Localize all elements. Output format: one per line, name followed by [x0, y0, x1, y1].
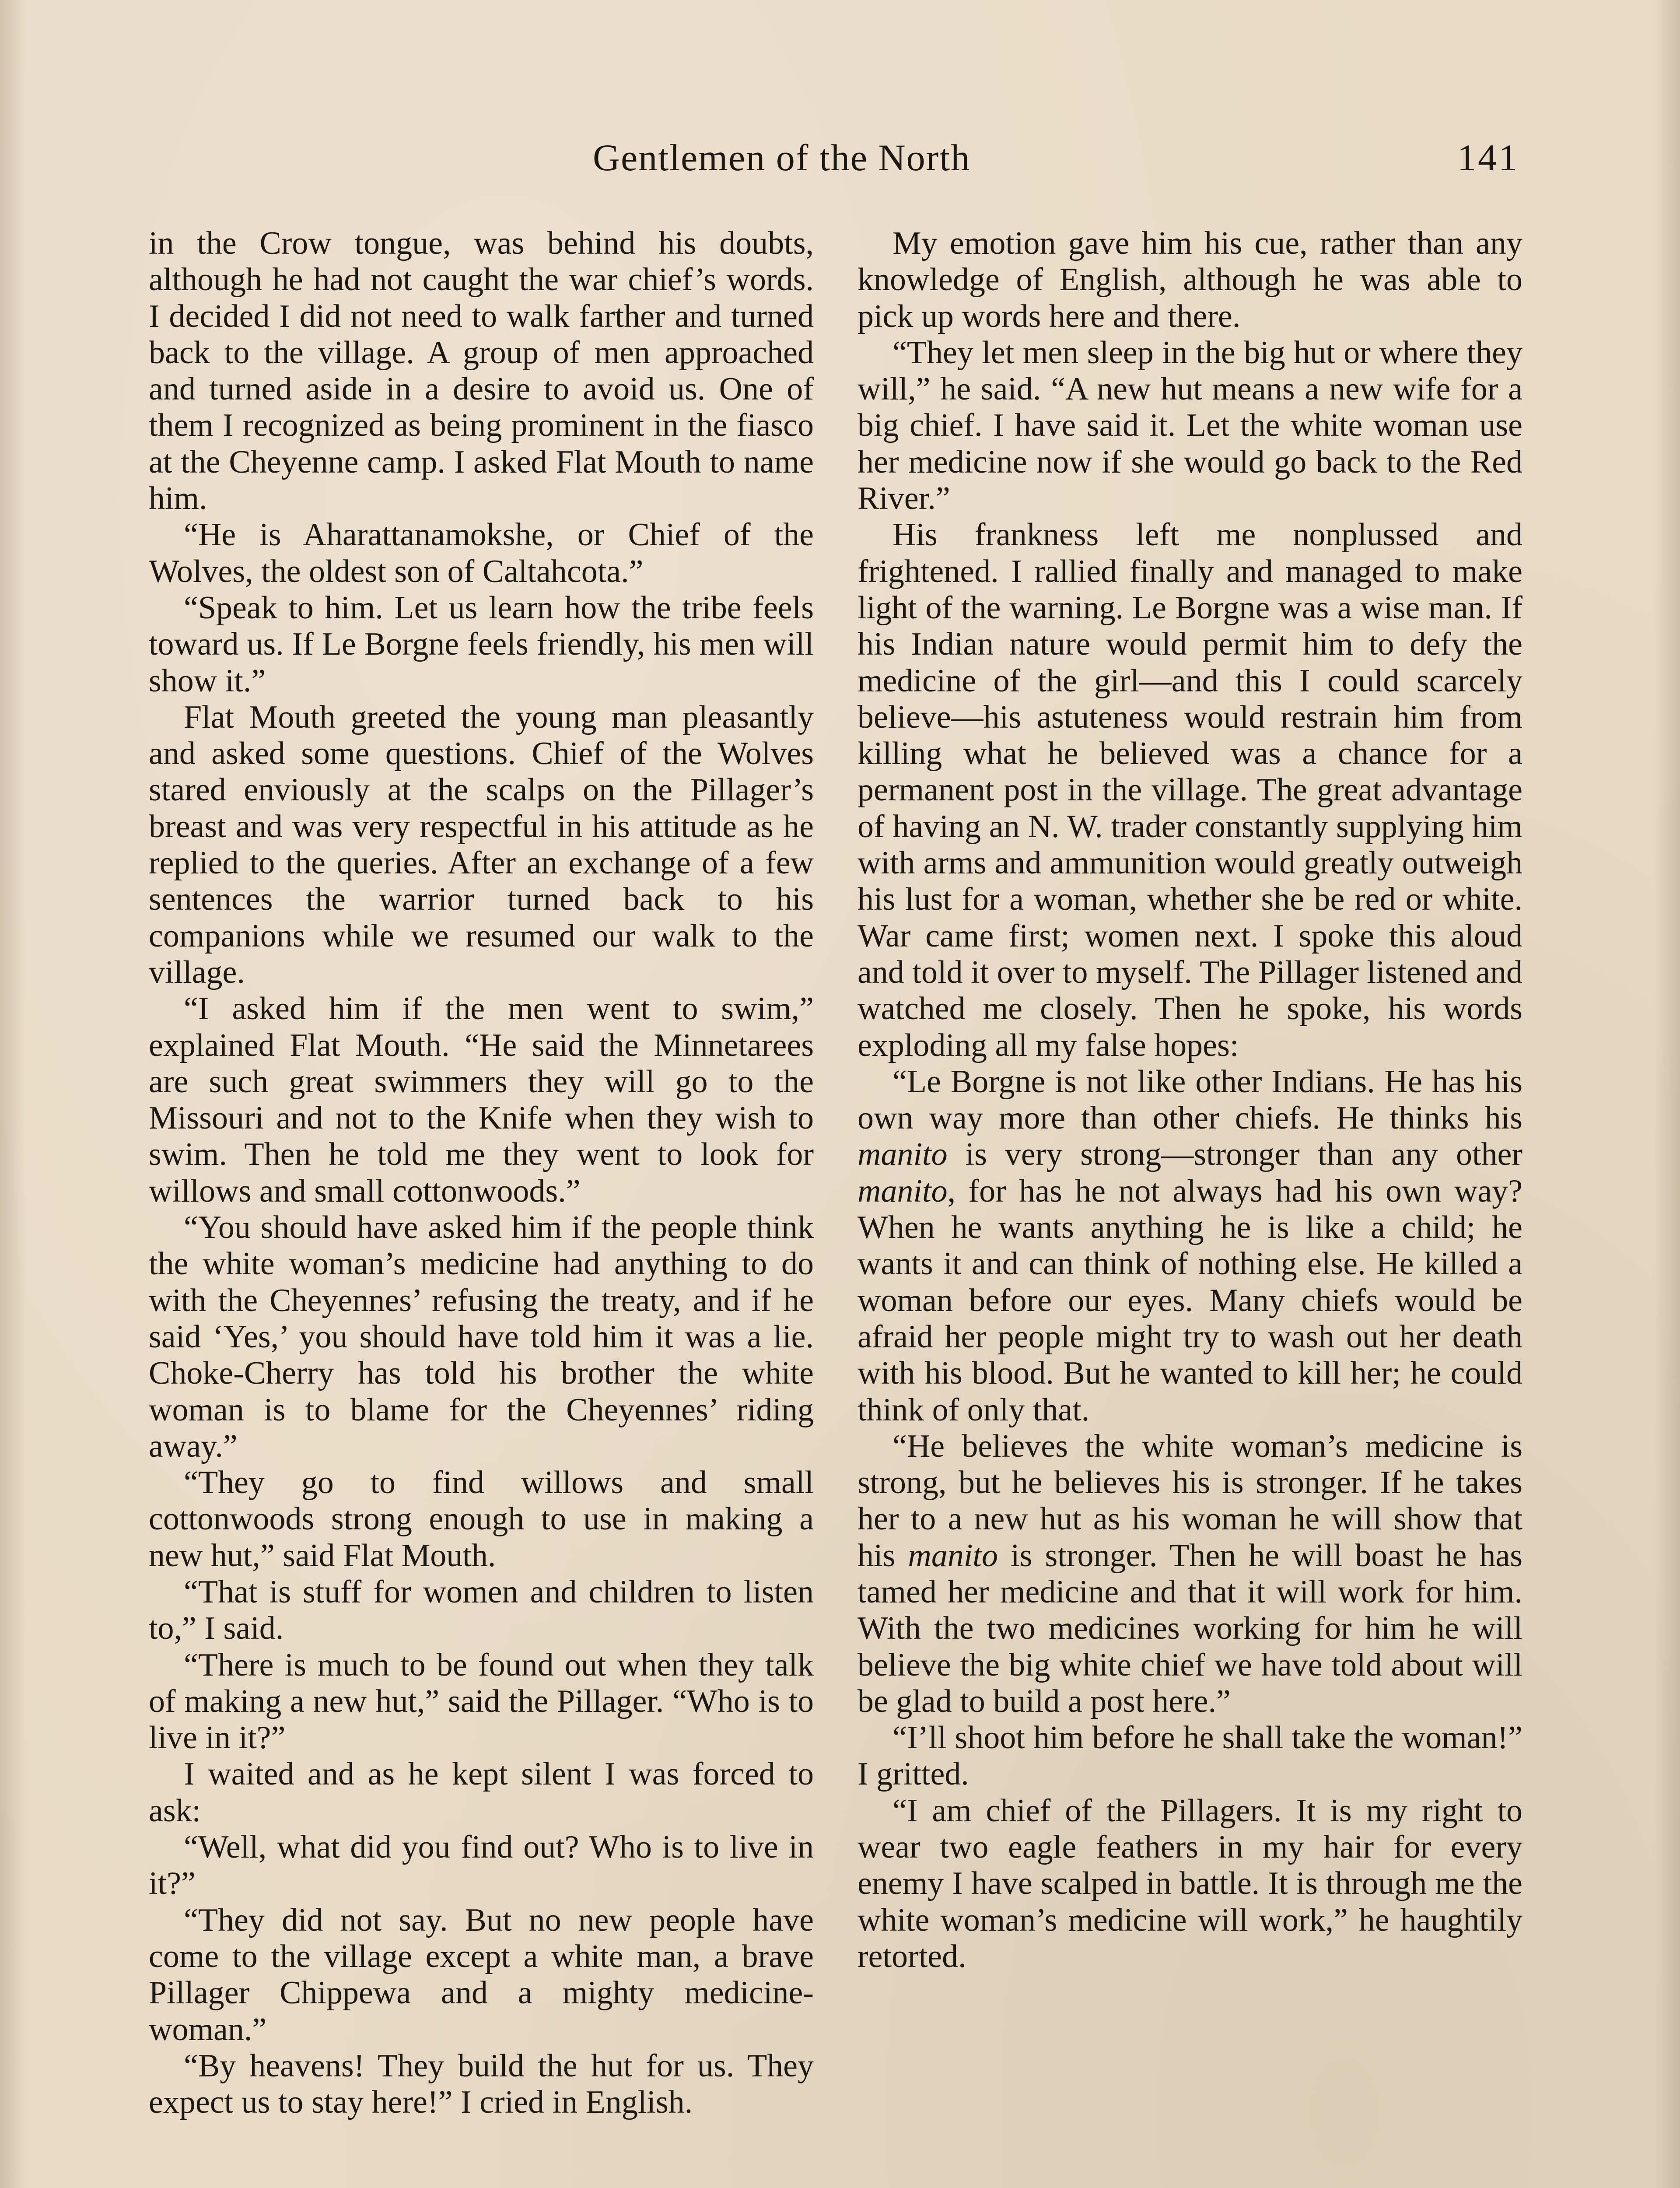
running-header [0, 136, 1680, 184]
italic-word: manito [908, 1537, 998, 1574]
running-title: Gentlemen of the North [593, 137, 971, 179]
text-run: is stronger. Then he will boast he has tamed her medicine and that it will work for him. With the two medicines working for him he will believe the big white chief we have told about will be glad to build a post here.” [858, 1537, 1523, 1719]
paragraph: “Well, what did you find out? Who is to live in it?” [149, 1829, 814, 1902]
paragraph: His frankness left me nonplussed and frightened. I rallied finally and managed to make light of the warning. Le Borgne was a wise man. If his Indian nature would permit him to defy the medicine of the girl—and this I could scarcely believe—his astuteness would restrain him from killing what he believed was a chance for a permanent post in the village. The great advantage of having an N. W. trader constantly supplying him with arms and ammunition would greatly outweigh his lust for a woman, whether she be red or white. War came first; women next. I spoke this aloud and told it over to myself. The Pillager listened and watched me closely. Then he spoke, his words exploding all my false hopes: [858, 517, 1522, 1063]
paragraph: Flat Mouth greeted the young man pleasantly and asked some questions. Chief of the Wolves stared enviously at the scalps on the Pillager’s breast and was very respectful in his attitude as he replied to the queries. After an exchange of a few sentences the warrior turned back to his companions while we resumed our walk to the village. [149, 699, 814, 990]
text-run: is very strong—stronger than any other [947, 1136, 1522, 1173]
paragraph: “I am chief of the Pillagers. It is my right to wear two eagle feathers in my hair for every enemy I have scalped in battle. It is through me the white woman’s medicine will work,” he haughtily retorted. [858, 1792, 1522, 1974]
paragraph: “You should have asked him if the people think the white woman’s medicine had anything to do with the Cheyennes’ refusing the treaty, and if he said ‘Yes,’ you should have told him it was a lie. Choke-Cherry has told his brother the white woman is to blame for the Cheyennes’ riding away.” [149, 1210, 814, 1464]
paragraph: “They did not say. But no new people have come to the village except a white man, a brave Pillager Chippewa and a mighty medicine-woman.” [149, 1902, 814, 2048]
left-column [149, 225, 814, 2121]
right-column [858, 225, 1522, 1975]
paragraph: I waited and as he kept silent I was forced to ask: [149, 1756, 814, 1829]
paragraph [858, 1064, 1522, 1428]
text-run: , for has he not always had his own way? When he wants anything he is like a child; he wants it and can think of nothing else. He killed a woman before our eyes. Many chiefs would be afraid her people might try to wash out her death with his blood. But he wanted to kill her; he could think of only that. [858, 1173, 1522, 1428]
text-run: “Le Borgne is not like other Indians. He has his own way more than other chiefs. He thinks his [858, 1063, 1522, 1136]
paragraph: “That is stuff for women and children to listen to,” I said. [149, 1574, 814, 1647]
paragraph: “There is much to be found out when they talk of making a new hut,” said the Pillager. “Who is to live in it?” [149, 1647, 814, 1756]
paragraph: “They let men sleep in the big hut or where they will,” he said. “A new hut means a new wife for a big chief. I have said it. Let the white woman use her medicine now if she would go back to the Red River.” [858, 334, 1522, 517]
paragraph: “I asked him if the men went to swim,” explained Flat Mouth. “He said the Minnetarees are such great swimmers they will go to the Missouri and not to the Knife when they wish to swim. Then he told me they went to look for willows and small cottonwoods.” [149, 991, 814, 1209]
page-edge-shadow-left [0, 0, 26, 2188]
page-number: 141 [1457, 137, 1519, 179]
paragraph: “I’ll shoot him before he shall take the woman!” I gritted. [858, 1720, 1522, 1792]
text-run: “He believes the white woman’s medicine is strong, but he believes his is stronger. If he takes her to a new hut as his woman he will show that his [858, 1428, 1522, 1574]
page-edge-shadow-right [1654, 0, 1680, 2188]
paragraph [858, 1428, 1522, 1720]
paragraph: “Speak to him. Let us learn how the tribe feels toward us. If Le Borgne feels friendly, his men will show it.” [149, 589, 814, 699]
paragraph: My emotion gave him his cue, rather than any knowledge of English, although he was able to pick up words here and there. [858, 225, 1522, 334]
italic-word: manito [858, 1173, 948, 1209]
paragraph: “He is Aharattanamokshe, or Chief of the Wolves, the oldest son of Caltahcota.” [149, 517, 814, 589]
paragraph: in the Crow tongue, was behind his doubts, although he had not caught the war chief’s words. I decided I did not need to walk farther and turned back to the village. A group of men approached and turned aside in a desire to avoid us. One of them I recognized as being prominent in the fiasco at the Cheyenne camp. I asked Flat Mouth to name him. [149, 225, 814, 517]
paragraph: “They go to find willows and small cottonwoods strong enough to use in making a new hut,” said Flat Mouth. [149, 1465, 814, 1574]
italic-word: manito [858, 1136, 948, 1173]
paragraph: “By heavens! They build the hut for us. They expect us to stay here!” I cried in English. [149, 2048, 814, 2121]
